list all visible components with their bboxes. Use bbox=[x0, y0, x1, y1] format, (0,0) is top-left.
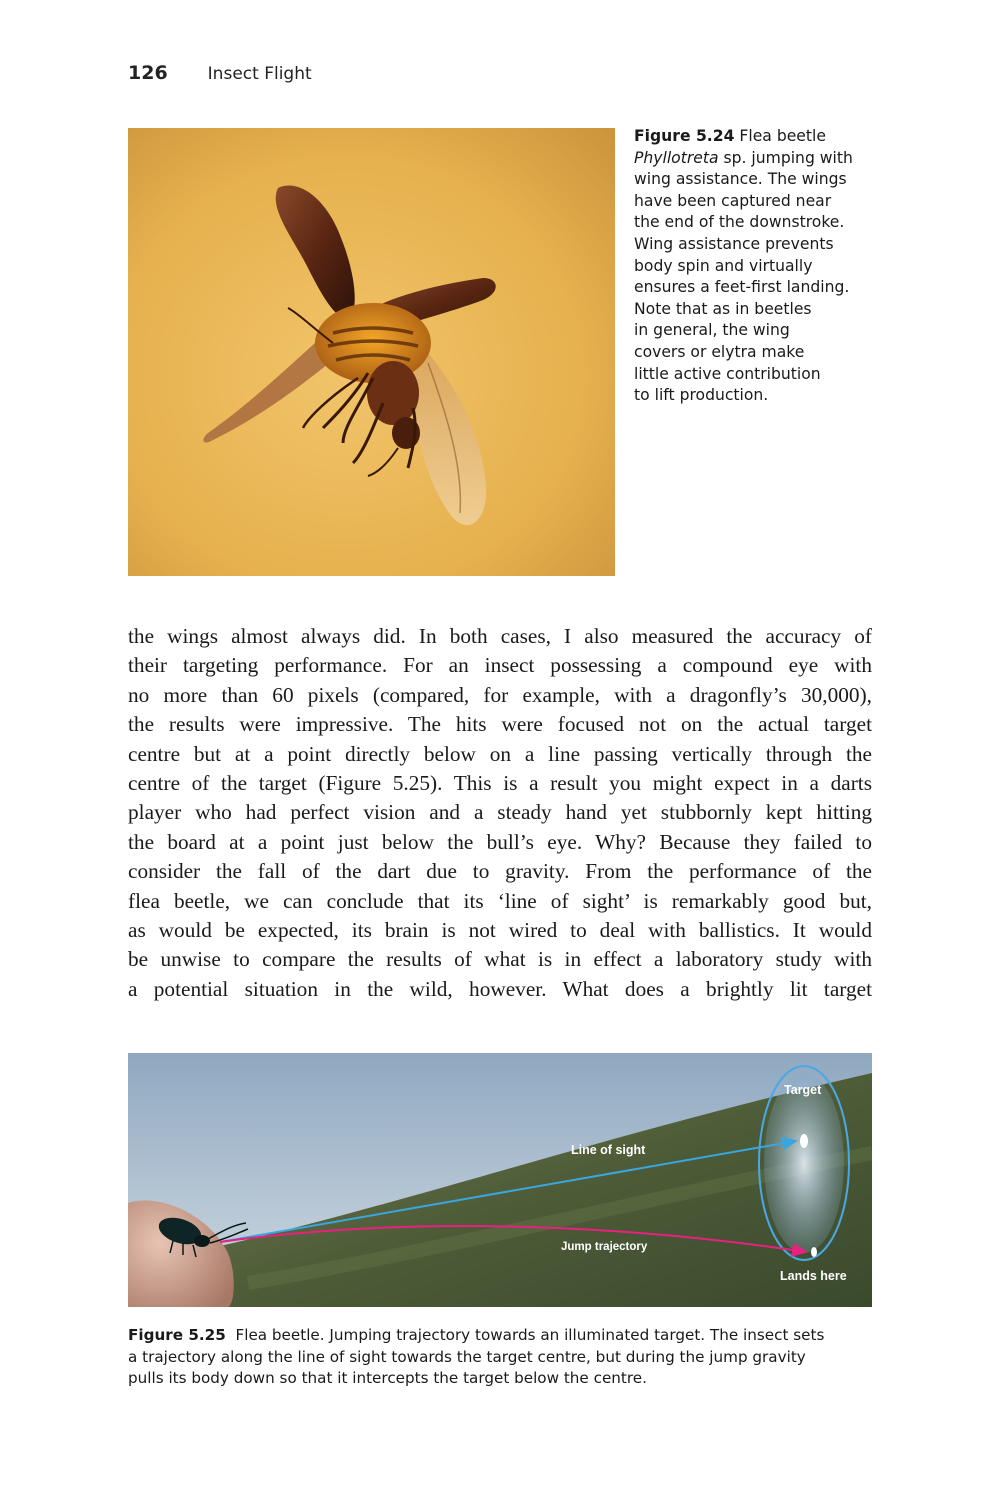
text-line: the board at a point just below the bull’s eye. Why? Because they failed to bbox=[128, 829, 872, 854]
figure-label: Figure 5.24 bbox=[634, 127, 735, 145]
label-line-of-sight: Line of sight bbox=[571, 1143, 646, 1157]
text-line: be unwise to compare the results of what is in effect a laboratory study with bbox=[128, 947, 872, 972]
caption-line: Flea beetle bbox=[739, 127, 826, 145]
figure-5-24-caption bbox=[634, 126, 879, 407]
text-line: a potential situation in the wild, however. What does a brightly lit target bbox=[128, 976, 872, 1001]
text-line: the results were impressive. The hits were focused not on the actual target bbox=[128, 712, 872, 737]
label-jump-trajectory: Jump trajectory bbox=[561, 1241, 648, 1253]
species-name: Phyllotreta bbox=[634, 148, 719, 167]
text-line: as would be expected, its brain is not wired to deal with ballistics. It would bbox=[128, 918, 872, 943]
body-paragraph bbox=[128, 622, 872, 1004]
text-line: no more than 60 pixels (compared, for example, with a dragonfly’s 30,000), bbox=[128, 682, 872, 707]
text-line: centre but at a point directly below on a line passing vertically through the bbox=[128, 741, 872, 766]
text-line: flea beetle, we can conclude that its ‘line of sight’ is remarkably good but, bbox=[128, 888, 872, 913]
caption-line: Flea beetle. Jumping trajectory towards an illuminated target. The insect sets bbox=[235, 1326, 825, 1344]
text-line: player who had perfect vision and a steady hand yet stubbornly kept hitting bbox=[128, 800, 872, 825]
caption-line: sp. jumping with bbox=[723, 148, 853, 167]
label-lands-here: Lands here bbox=[780, 1269, 847, 1283]
caption-line: little active contribution bbox=[634, 364, 821, 383]
caption-line: Note that as in beetles bbox=[634, 299, 812, 318]
figure-5-25-photo bbox=[128, 1053, 872, 1307]
page-number: 126 bbox=[128, 62, 168, 84]
caption-line: have been captured near bbox=[634, 191, 832, 210]
caption-line: wing assistance. The wings bbox=[634, 170, 847, 189]
caption-line: the end of the downstroke. bbox=[634, 213, 845, 232]
running-title: Insect Flight bbox=[207, 64, 312, 84]
caption-line: pulls its body down so that it intercepts the target below the centre. bbox=[128, 1369, 647, 1388]
caption-line: to lift production. bbox=[634, 386, 769, 405]
caption-line: Wing assistance prevents bbox=[634, 234, 834, 253]
caption-line: in general, the wing bbox=[634, 321, 790, 340]
text-line: consider the fall of the dart due to gravity. From the performance of the bbox=[128, 859, 872, 884]
label-target: Target bbox=[784, 1083, 822, 1097]
caption-line: a trajectory along the line of sight towards the target centre, but during the jump gravity bbox=[128, 1347, 806, 1366]
caption-line: body spin and virtually bbox=[634, 256, 813, 275]
text-line: centre of the target (Figure 5.25). This is a result you might expect in a darts bbox=[128, 771, 872, 796]
caption-line: covers or elytra make bbox=[634, 342, 805, 361]
text-line: their targeting performance. For an insect possessing a compound eye with bbox=[128, 653, 872, 678]
figure-5-24-photo bbox=[128, 128, 615, 576]
running-header bbox=[128, 62, 312, 88]
figure-label: Figure 5.25 bbox=[128, 1326, 226, 1344]
figure-5-25-caption bbox=[128, 1325, 888, 1390]
caption-line: ensures a feet-first landing. bbox=[634, 278, 850, 297]
text-line: the wings almost always did. In both cases, I also measured the accuracy of bbox=[128, 624, 872, 648]
